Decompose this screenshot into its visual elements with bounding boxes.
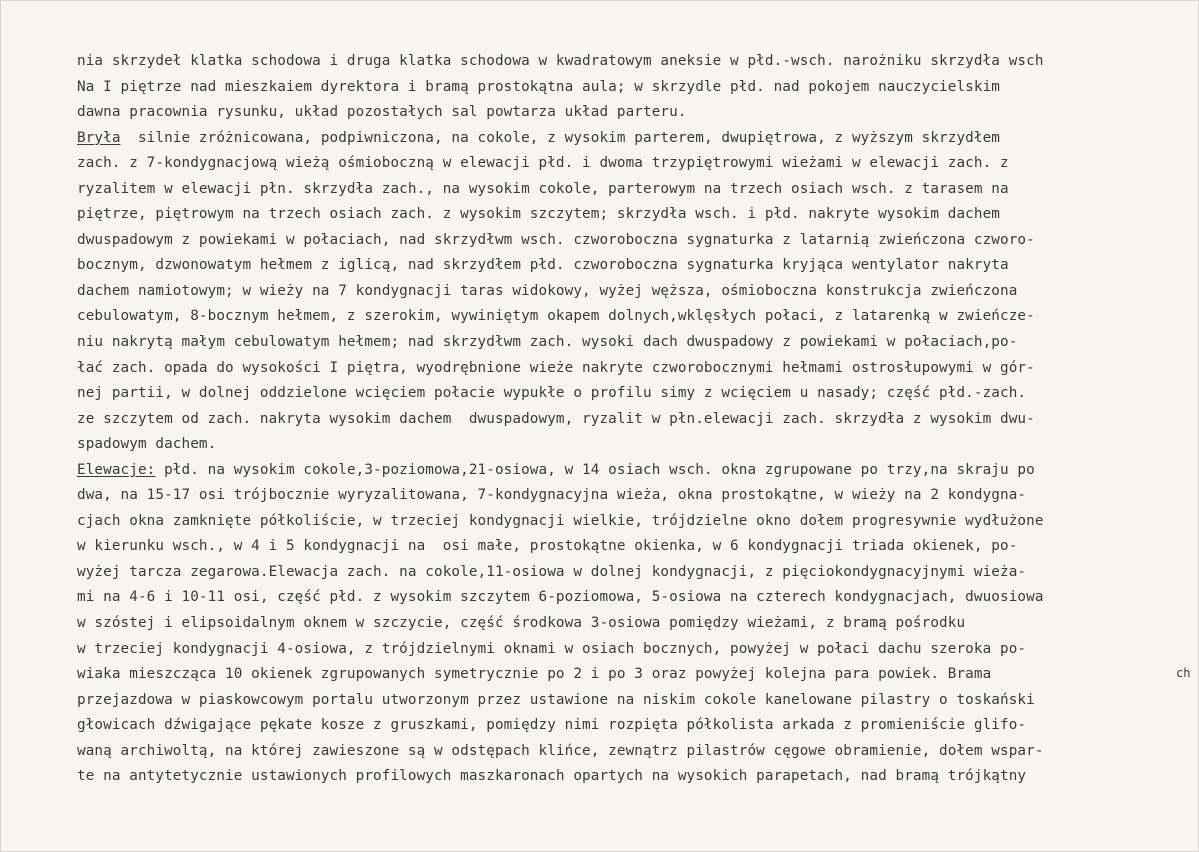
- text-line-6: ryzalitem w elewacji płn. skrzydła zach., na wysokim cokole, parterowym na trzech osiach wsch. z tarasem na: [77, 180, 1009, 197]
- text-line-28: waną archiwoltą, na której zawieszone są w odstępach klińce, zewnątrz pilastrów cęgowe obramienie, dołem wspar-: [77, 742, 1044, 759]
- text-line-18: dwa, na 15-17 osi trójbocznie wyryzalitowana, 7-kondygnacyjna wieża, okna prostokątne, w wieży na 2 kondygna-: [77, 487, 1027, 504]
- text-line-2: Na I piętrze nad mieszkaiem dyrektora i bramą prostokątna aula; w skrzydle płd. nad pokojem nauczycielskim: [77, 78, 1000, 95]
- section-heading-bryla: Bryła: [77, 129, 121, 146]
- text-line-7: piętrze, piętrowym na trzech osiach zach. z wysokim szczytem; skrzydła wsch. i płd. nakryte wysokim dachem: [77, 206, 1000, 223]
- text-line-3: dawna pracownia rysunku, układ pozostałych sal powtarza układ parteru.: [77, 104, 687, 121]
- text-line-27: głowicach dźwigające pękate kosze z gruszkami, pomiędzy nimi rozpięta półkolista arkada z promieniście glifo-: [77, 717, 1027, 734]
- margin-note: ch: [1176, 666, 1191, 680]
- text-line-4: Bryła silnie zróżnicowana, podpiwniczona, na cokole, z wysokim parterem, dwupiętrowa, z wyższym skrzydłem: [77, 129, 1000, 146]
- text-line-20: w kierunku wsch., w 4 i 5 kondygnacji na osi małe, prostokątne okienka, w 6 kondygnacji triada okienek, po-: [77, 538, 1018, 555]
- text-line-22: mi na 4-6 i 10-11 osi, część płd. z wysokim szczytem 6-poziomowa, 5-osiowa na czterech kondygnacjach, dwuosiowa: [77, 589, 1044, 606]
- text-line-12: niu nakrytą małym cebulowatym hełmem; nad skrzydłwm zach. wysoki dach dwuspadowy z powiekami w połaciach,po-: [77, 334, 1018, 351]
- text-line-23: w szóstej i elipsoidalnym oknem w szczycie, część środkowa 3-osiowa pomiędzy wieżami, z bramą pośrodku: [77, 615, 966, 632]
- text-line-16: spadowym dachem.: [77, 436, 217, 453]
- text-line-8: dwuspadowym z powiekami w połaciach, nad skrzydłwm wsch. czworoboczna sygnaturka z latarnią zwieńczona czworo-: [77, 231, 1035, 248]
- typed-text-block: [77, 49, 1199, 790]
- text-line-19: cjach okna zamknięte półkoliście, w trzeciej kondygnacji wielkie, trójdzielne okno dołem progresywnie wydłużone: [77, 512, 1044, 529]
- text-line-5: zach. z 7-kondygnacjową wieżą ośmioboczną w elewacji płd. i dwoma trzypiętrowymi wieżami w elewacji zach. z: [77, 155, 1009, 172]
- text-line-14: nej partii, w dolnej oddzielone wcięciem połacie wypukłe o profilu simy z wcięciem u nasady; część płd.-zach.: [77, 385, 1027, 402]
- text-line-29: te na antytetycznie ustawionych profilowych maszkaronach opartych na wysokich parapetach, nad bramą trójkątny: [77, 768, 1027, 785]
- text-line-15: ze szczytem od zach. nakryta wysokim dachem dwuspadowym, ryzalit w płn.elewacji zach. skrzydła z wysokim dwu-: [77, 410, 1035, 427]
- text-line-24: w trzeciej kondygnacji 4-osiowa, z trójdzielnymi oknami w osiach bocznych, powyżej w połaci dachu szeroka po-: [77, 640, 1027, 657]
- text-line-17: Elewacje: płd. na wysokim cokole,3-poziomowa,21-osiowa, w 14 osiach wsch. okna zgrupowane po trzy,na skraju po: [77, 461, 1035, 478]
- text-line-11: cebulowatym, 8-bocznym hełmem, z szerokim, wywiniętym okapem dolnych,wklęsłych połaci, z latarenką w zwieńcze-: [77, 308, 1035, 325]
- text-line-26: przejazdowa w piaskowcowym portalu utworzonym przez ustawione na niskim cokole kanelowane pilastry o toskański: [77, 691, 1035, 708]
- text-line-9: bocznym, dzwonowatym hełmem z iglicą, nad skrzydłem płd. czworoboczna sygnaturka kryjąca wentylator nakryta: [77, 257, 1009, 274]
- text-line-13: łać zach. opada do wysokości I piętra, wyodrębnione wieże nakryte czworobocznymi hełmami ostrosłupowymi w gór-: [77, 359, 1035, 376]
- text-line-10: dachem namiotowym; w wieży na 7 kondygnacji taras widokowy, wyżej węższa, ośmioboczna konstrukcja zwieńczona: [77, 282, 1018, 299]
- section-heading-elewacje: Elewacje:: [77, 461, 156, 478]
- text-line-1: nia skrzydeł klatka schodowa i druga klatka schodowa w kwadratowym aneksie w płd.-wsch. narożniku skrzydła wsch: [77, 53, 1044, 69]
- text-line-25: wiaka mieszcząca 10 okienek zgrupowanych symetrycznie po 2 i po 3 oraz powyżej kolejna para powiek. Brama: [77, 666, 992, 683]
- text-line-21: wyżej tarcza zegarowa.Elewacja zach. na cokole,11-osiowa w dolnej kondygnacji, z pięciokondygnacyjnymi wieża-: [77, 563, 1027, 580]
